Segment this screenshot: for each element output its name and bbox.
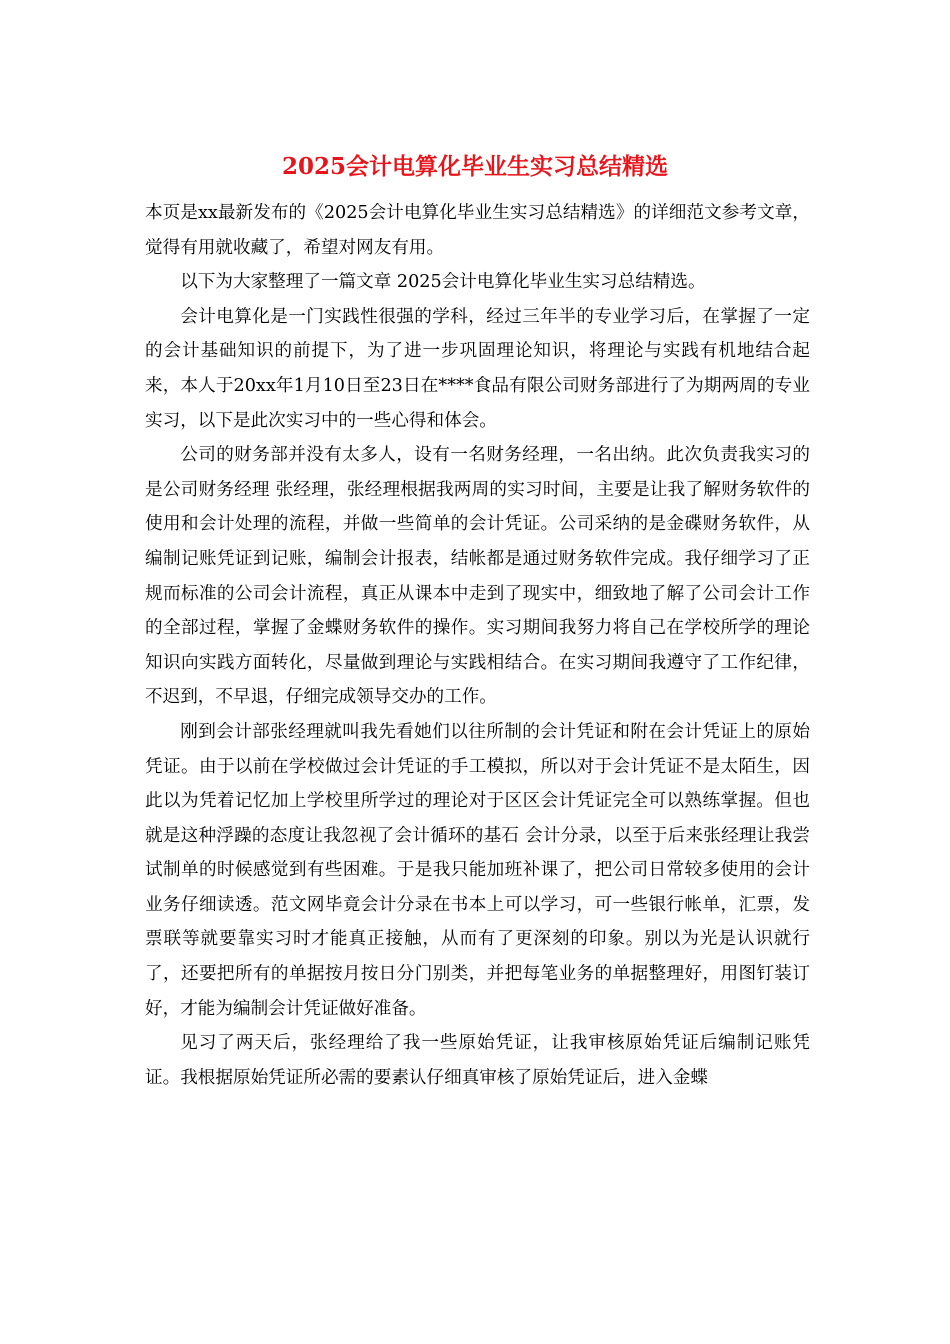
paragraph: 会计电算化是一门实践性很强的学科，经过三年半的专业学习后，在掌握了一定的会计基础知识的前提下，为了进一步巩固理论知识，将理论与实践有机地结合起来，本人于20xx年1月10日至23日在****食品有限公司财务部进行了为期两周的专业实习，以下是此次实习中的一些心得和体会。	[145, 306, 810, 431]
paragraph: 以下为大家整理了一篇文章 2025会计电算化毕业生实习总结精选。	[180, 272, 706, 293]
paragraph: 刚到会计部张经理就叫我先看她们以往所制的会计凭证和附在会计凭证上的原始凭证。由于以前在学校做过会计凭证的手工模拟，所以对于会计凭证不是太陌生，因此以为凭着记忆加上学校里所学过的理论对于区区会计凭证完全可以熟练掌握。但也就是这种浮躁的态度让我忽视了会计循环的基石 会计分录，以至于后来张经理让我尝试制单的时候感觉到有些困难。于是我只能加班补课了，把公司日常较多使用的会计业务仔细读透。范文网毕竟会计分录在书本上可以学习，可一些银行帐单，汇票，发票联等就要靠实习时才能真正接触，从而有了更深刻的印象。别以为光是认识就行了，还要把所有的单据按月按日分门别类，并把每笔业务的单据整理好，用图钉装订好，才能为编制会计凭证做好准备。	[145, 721, 810, 1019]
paragraph: 见习了两天后，张经理给了我一些原始凭证，让我审核原始凭证后编制记账凭证。我根据原始凭证所必需的要素认仔细真审核了原始凭证后，进入金蝶	[145, 1033, 810, 1088]
paragraph: 公司的财务部并没有太多人，设有一名财务经理，一名出纳。此次负责我实习的是公司财务经理 张经理，张经理根据我两周的实习时间，主要是让我了解财务软件的使用和会计处理的流程，并做一些简单的会计凭证。公司采纳的是金碟财务软件，从编制记账凭证到记账，编制会计报表，结帐都是通过财务软件完成。我仔细学习了正规而标准的公司会计流程，真正从课本中走到了现实中，细致地了解了公司会计工作的全部过程，掌握了金蝶财务软件的操作。实习期间我努力将自己在学校所学的理论知识向实践方面转化，尽量做到理论与实践相结合。在实习期间我遵守了工作纪律，不迟到，不早退，仔细完成领导交办的工作。	[145, 445, 810, 708]
document-body	[145, 196, 810, 1095]
document-title: 2025会计电算化毕业生实习总结精选	[281, 153, 668, 180]
paragraph: 本页是xx最新发布的《2025会计电算化毕业生实习总结精选》的详细范文参考文章，觉得有用就收藏了，希望对网友有用。	[145, 203, 810, 258]
